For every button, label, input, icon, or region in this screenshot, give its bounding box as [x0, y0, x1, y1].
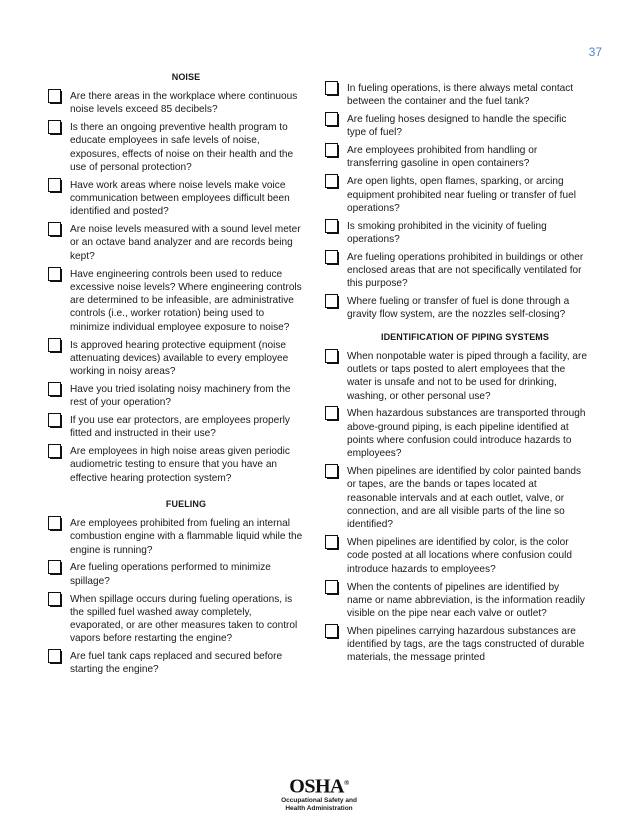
fueling-continued-checklist [325, 82, 587, 322]
checklist-question: Are noise levels measured with a sound level meter or an octave band analyzer and are records being kept? [70, 224, 301, 262]
checklist-question: Is there an ongoing preventive health program to educate employees in safe levels of noise, exposures, effects of noise on their health and the use of personal protection? [70, 122, 294, 173]
checklist-question: Are open lights, open flames, sparking, or arcing equipment prohibited near fueling or transfer of fuel operations? [347, 176, 576, 214]
checklist-item [325, 407, 587, 460]
agency-name-line-1: Occupational Safety and [281, 796, 357, 804]
page-number: 37 [588, 45, 602, 59]
checkbox[interactable] [48, 89, 63, 105]
checkbox[interactable] [48, 120, 63, 136]
checkbox[interactable] [48, 649, 63, 665]
checklist-item [325, 251, 587, 291]
checkbox[interactable] [48, 560, 63, 576]
checklist-question: Have you tried isolating noisy machinery from the rest of your operation? [70, 383, 291, 409]
checkbox[interactable] [325, 219, 340, 235]
section-heading-noise: NOISE [171, 72, 201, 82]
checklist-question: Are fueling operations performed to minimize spillage? [70, 562, 271, 587]
checklist-question: Is smoking prohibited in the vicinity of fueling operations? [347, 220, 547, 245]
checklist-item [325, 295, 587, 322]
piping-checklist [325, 350, 587, 665]
checklist-question: When hazardous substances are transported through above-ground piping, is each pipeline identified at points where confusion could introduce hazards to employees? [347, 408, 586, 460]
checklist-question: Are fueling operations prohibited in buildings or other enclosed areas that are not specifically ventilated for this purpose? [347, 251, 584, 290]
checkbox[interactable] [48, 444, 63, 460]
checklist-question: Is approved hearing protective equipment (noise attenuating devices) available to every employee working in noisy areas? [70, 339, 289, 378]
checkbox[interactable] [325, 624, 340, 640]
section-heading-fueling: FUELING [165, 499, 207, 510]
checkbox[interactable] [325, 464, 340, 480]
checklist-item [48, 223, 306, 263]
fueling-checklist [48, 517, 306, 677]
checklist-item [325, 536, 587, 576]
checkbox[interactable] [325, 81, 340, 97]
checkbox[interactable] [325, 294, 340, 310]
checklist-question: Are there areas in the workplace where continuous noise levels exceed 85 decibels? [70, 91, 298, 116]
checklist-item [48, 383, 306, 410]
checklist-question: When pipelines are identified by color, is the color code posted at all locations where confusion could introduce hazards to employees? [347, 537, 573, 575]
checklist-question: When spillage occurs during fueling operations, is the spilled fuel washed away completely, evaporated, or are other measures taken to control vapors before restarting the engine? [70, 593, 298, 645]
checklist-item [325, 144, 587, 171]
checklist-question: Are employees prohibited from fueling an internal combustion engine with a flammable liquid while the engine is running? [70, 518, 303, 556]
osha-logo: OSHA® [289, 775, 349, 798]
checkbox[interactable] [48, 338, 63, 354]
checklist-question: Where fueling or transfer of fuel is done through a gravity flow system, are the nozzles self-closing? [347, 296, 570, 321]
checklist-item [48, 561, 306, 588]
checklist-item [48, 445, 306, 485]
checklist-question: When nonpotable water is piped through a facility, are outlets or taps posted to alert employees that the water is unsafe and not to be used for drinking, washing, or other personal use? [347, 350, 587, 402]
checkbox[interactable] [325, 143, 340, 159]
checkbox[interactable] [325, 535, 340, 551]
noise-checklist [48, 90, 306, 485]
checklist-question: Have work areas where noise levels make voice communication between employees difficult been identified and posted? [70, 179, 290, 218]
checklist-item [325, 113, 587, 140]
footer [0, 773, 638, 813]
checklist-item [48, 121, 306, 174]
checklist-question: When pipelines are identified by color painted bands or tapes, are the bands or tapes located at reasonable intervals and at each outlet, valve, or connection, and are all visible parts of the line so identified? [347, 466, 581, 531]
checklist-question: In fueling operations, is there always metal contact between the container and the fuel tank? [347, 83, 574, 108]
checklist-question: Are employees prohibited from handling or transferring gasoline in open containers? [347, 145, 538, 170]
checklist-question: If you use ear protectors, are employees properly fitted and instructed in their use? [70, 415, 290, 440]
checklist-question: Are fuel tank caps replaced and secured before starting the engine? [70, 651, 283, 676]
checklist-item [48, 90, 306, 117]
checklist-question: When pipelines carrying hazardous substances are identified by tags, are the tags constructed of durable materials, the message printed [347, 625, 585, 664]
checkbox[interactable] [48, 267, 63, 283]
checkbox[interactable] [325, 406, 340, 422]
checklist-item [325, 625, 587, 665]
checkbox[interactable] [325, 349, 340, 365]
checklist-question: Are employees in high noise areas given periodic audiometric testing to ensure that you have an effective hearing protection system? [70, 446, 290, 484]
checklist-item [48, 650, 306, 677]
checkbox[interactable] [48, 413, 63, 429]
checklist-question: Have engineering controls been used to reduce excessive noise levels? Where engineering controls are determined to be infeasible, are administrative controls (i.e., worker rotation) being used to minimize individual employee exposure to noise? [70, 268, 302, 333]
checklist-item [48, 268, 306, 334]
checklist-item [325, 581, 587, 621]
right-column [325, 82, 587, 669]
checklist-item [325, 465, 587, 531]
agency-name-line-2: Health Administration [285, 804, 353, 812]
checkbox[interactable] [325, 250, 340, 266]
checklist-item [48, 593, 306, 646]
checkbox[interactable] [325, 112, 340, 128]
checkbox[interactable] [48, 516, 63, 532]
checkbox[interactable] [48, 592, 63, 608]
section-heading-piping: IDENTIFICATION OF PIPING SYSTEMS [380, 331, 550, 342]
checklist-item [325, 82, 587, 109]
checkbox[interactable] [325, 580, 340, 596]
checklist-item [325, 175, 587, 215]
checklist-item [48, 179, 306, 219]
checklist-question: When the contents of pipelines are identified by name or name abbreviation, is the information readily visible on the pipe near each valve or outlet? [347, 581, 585, 620]
left-column [48, 72, 306, 681]
checklist-item [48, 414, 306, 441]
checkbox[interactable] [48, 222, 63, 238]
checklist-question: Are fueling hoses designed to handle the specific type of fuel? [347, 114, 567, 139]
checklist-item [48, 339, 306, 379]
checklist-item [325, 220, 587, 247]
checkbox[interactable] [325, 174, 340, 190]
checkbox[interactable] [48, 382, 63, 398]
checklist-item [325, 350, 587, 403]
checkbox[interactable] [48, 178, 63, 194]
checklist-item [48, 517, 306, 557]
